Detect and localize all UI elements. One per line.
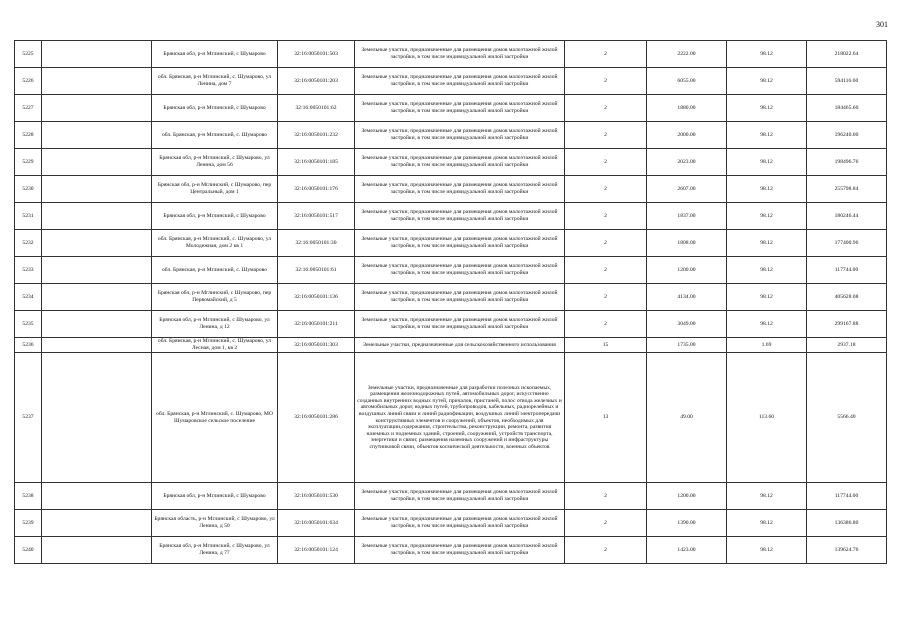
cadastral-number-cell: 32:16:0050101:61 <box>278 257 355 284</box>
rate-cell: 98.12 <box>727 257 807 284</box>
cadastral-number-cell: 32:16:0050101:185 <box>278 149 355 176</box>
address-cell: обл. Брянская, р-н Мглинский, с. Шумарово <box>152 257 278 284</box>
address-cell: Брянская обл, р-н Мглинский, с Шумарово, пер Центральный, дом 1 <box>152 176 278 203</box>
land-use-cell: Земельные участки, предназначенные для размещения домов малоэтажной жилой застройки, в том числе индивидуальной жилой застройки <box>355 257 565 284</box>
land-use-cell: Земельные участки, предназначенные для размещения домов малоэтажной жилой застройки, в том числе индивидуальной жилой застройки <box>355 284 565 311</box>
cadastral-value-cell: 177400.96 <box>807 230 887 257</box>
land-registry-table <box>14 40 887 564</box>
cadastral-number-cell: 32:16:0050101:303 <box>278 338 355 353</box>
table-row <box>15 284 887 311</box>
cadastral-number-cell: 32:16:0050101:136 <box>278 284 355 311</box>
rate-cell: 98.12 <box>727 311 807 338</box>
rate-cell: 98.12 <box>727 284 807 311</box>
rate-cell: 98.12 <box>727 176 807 203</box>
group-cell: 2 <box>565 149 647 176</box>
area-cell: 1880.00 <box>647 95 727 122</box>
area-cell: 6055.00 <box>647 68 727 95</box>
group-cell: 2 <box>565 68 647 95</box>
rate-cell: 98.12 <box>727 203 807 230</box>
land-use-cell: Земельные участки, предназначенные для размещения домов малоэтажной жилой застройки, в том числе индивидуальной жилой застройки <box>355 510 565 537</box>
land-use-cell: Земельные участки, предназначенные для размещения домов малоэтажной жилой застройки, в том числе индивидуальной жилой застройки <box>355 149 565 176</box>
table-row <box>15 41 887 68</box>
land-use-cell: Земельные участки, предназначенные для размещения домов малоэтажной жилой застройки, в том числе индивидуальной жилой застройки <box>355 41 565 68</box>
group-cell: 2 <box>565 510 647 537</box>
area-cell: 1837.00 <box>647 203 727 230</box>
address-cell: обл. Брянская, р-н Мглинский, с. Шумарово, ул Лесная, дом 1, кв 2 <box>152 338 278 353</box>
empty-cell <box>42 95 152 122</box>
address-cell: обл. Брянская, р-н Мглинский, с. Шумарово, МО Шумаровское сельское поселение <box>152 353 278 483</box>
rate-cell: 98.12 <box>727 122 807 149</box>
group-cell: 2 <box>565 122 647 149</box>
area-cell: 1735.00 <box>647 338 727 353</box>
land-use-cell: Земельные участки, предназначенные для размещения домов малоэтажной жилой застройки, в том числе индивидуальной жилой застройки <box>355 176 565 203</box>
table-row <box>15 68 887 95</box>
group-cell: 2 <box>565 311 647 338</box>
empty-cell <box>42 122 152 149</box>
group-cell: 2 <box>565 230 647 257</box>
address-cell: Брянская обл, р-н Мглинский, с Шумарово <box>152 203 278 230</box>
empty-cell <box>42 483 152 510</box>
address-cell: Брянская обл, р-н Мглинский, с Шумарово, ул Ленина, д 77 <box>152 537 278 564</box>
table-row <box>15 353 887 483</box>
area-cell: 49.00 <box>647 353 727 483</box>
empty-cell <box>42 510 152 537</box>
cadastral-number-cell: 32:16:0050101:203 <box>278 68 355 95</box>
cadastral-number-cell: 32:16:0050101:530 <box>278 483 355 510</box>
cadastral-value-cell: 594116.60 <box>807 68 887 95</box>
rate-cell: 1.69 <box>727 338 807 353</box>
land-use-cell: Земельные участки, предназначенные для размещения домов малоэтажной жилой застройки, в том числе индивидуальной жилой застройки <box>355 203 565 230</box>
empty-cell <box>42 149 152 176</box>
cadastral-number-cell: 32:16:0050101:517 <box>278 203 355 230</box>
table-body <box>15 41 887 564</box>
rate-cell: 98.12 <box>727 230 807 257</box>
table-row <box>15 537 887 564</box>
group-cell: 2 <box>565 176 647 203</box>
address-cell: Брянская обл, р-н Мглинский, с Шумарово, ул Ленина, д 12 <box>152 311 278 338</box>
table-row <box>15 311 887 338</box>
area-cell: 1200.00 <box>647 257 727 284</box>
cadastral-value-cell: 2937.18 <box>807 338 887 353</box>
address-cell: Брянская область, р-н Мглинский, с Шумарово, ул Ленина, д 50 <box>152 510 278 537</box>
address-cell: обл. Брянская, р-н Мглинский, с. Шумарово <box>152 122 278 149</box>
cadastral-value-cell: 196240.00 <box>807 122 887 149</box>
empty-cell <box>42 230 152 257</box>
land-use-cell: Земельные участки, предназначенные для размещения домов малоэтажной жилой застройки, в том числе индивидуальной жилой застройки <box>355 230 565 257</box>
cadastral-number-cell: 32:16:0050101:286 <box>278 353 355 483</box>
address-cell: обл. Брянская, р-н Мглинский, с. Шумарово, ул Ленина, дом 7 <box>152 68 278 95</box>
cadastral-value-cell: 184465.60 <box>807 95 887 122</box>
cadastral-value-cell: 117744.00 <box>807 483 887 510</box>
group-cell: 2 <box>565 284 647 311</box>
row-number: 5226 <box>15 68 42 95</box>
table-row <box>15 338 887 353</box>
table-row <box>15 203 887 230</box>
cadastral-value-cell: 198496.76 <box>807 149 887 176</box>
cadastral-number-cell: 32:16:0050101:30 <box>278 230 355 257</box>
row-number: 5228 <box>15 122 42 149</box>
row-number: 5232 <box>15 230 42 257</box>
area-cell: 1808.00 <box>647 230 727 257</box>
land-use-cell: Земельные участки, предназначенные для размещения домов малоэтажной жилой застройки, в том числе индивидуальной жилой застройки <box>355 95 565 122</box>
table-row <box>15 230 887 257</box>
area-cell: 2023.00 <box>647 149 727 176</box>
land-use-cell: Земельные участки, предназначенные для размещения домов малоэтажной жилой застройки, в том числе индивидуальной жилой застройки <box>355 122 565 149</box>
rate-cell: 98.12 <box>727 510 807 537</box>
address-cell: обл. Брянская, р-н Мглинский, с. Шумарово, ул Молодежная, дом 2 кв 1 <box>152 230 278 257</box>
empty-cell <box>42 353 152 483</box>
cadastral-value-cell: 117744.00 <box>807 257 887 284</box>
cadastral-number-cell: 32:16:0050101:634 <box>278 510 355 537</box>
cadastral-value-cell: 180246.44 <box>807 203 887 230</box>
row-number: 5235 <box>15 311 42 338</box>
cadastral-number-cell: 32:16:0050101:503 <box>278 41 355 68</box>
row-number: 5233 <box>15 257 42 284</box>
empty-cell <box>42 203 152 230</box>
empty-cell <box>42 284 152 311</box>
area-cell: 1200.00 <box>647 483 727 510</box>
cadastral-value-cell: 5566.40 <box>807 353 887 483</box>
cadastral-value-cell: 405628.08 <box>807 284 887 311</box>
rate-cell: 98.12 <box>727 149 807 176</box>
land-use-cell: Земельные участки, предназначенные для размещения домов малоэтажной жилой застройки, в том числе индивидуальной жилой застройки <box>355 483 565 510</box>
group-cell: 2 <box>565 483 647 510</box>
area-cell: 1390.00 <box>647 510 727 537</box>
empty-cell <box>42 537 152 564</box>
table-row <box>15 176 887 203</box>
land-use-cell: Земельные участки, предназначенные для сельскохозяйственного использования <box>355 338 565 353</box>
address-cell: Брянская обл, р-н Мглинский, с Шумарово, пер Первомайский, д 5 <box>152 284 278 311</box>
rate-cell: 113.60 <box>727 353 807 483</box>
table-row <box>15 122 887 149</box>
empty-cell <box>42 68 152 95</box>
rate-cell: 98.12 <box>727 41 807 68</box>
rate-cell: 98.12 <box>727 95 807 122</box>
row-number: 5230 <box>15 176 42 203</box>
table-row <box>15 257 887 284</box>
area-cell: 2607.00 <box>647 176 727 203</box>
table-row <box>15 149 887 176</box>
table-row <box>15 95 887 122</box>
row-number: 5227 <box>15 95 42 122</box>
address-cell: Брянская обл, р-н Мглинский, с Шумарово <box>152 483 278 510</box>
address-cell: Брянская обл, р-н Мглинский, с Шумарово, ул Ленина, дом 56 <box>152 149 278 176</box>
group-cell: 2 <box>565 257 647 284</box>
empty-cell <box>42 338 152 353</box>
empty-cell <box>42 176 152 203</box>
rate-cell: 98.12 <box>727 537 807 564</box>
row-number: 5240 <box>15 537 42 564</box>
empty-cell <box>42 311 152 338</box>
area-cell: 3049.00 <box>647 311 727 338</box>
cadastral-value-cell: 218022.64 <box>807 41 887 68</box>
rate-cell: 98.12 <box>727 68 807 95</box>
empty-cell <box>42 257 152 284</box>
land-use-cell: Земельные участки, предназначенные для размещения домов малоэтажной жилой застройки, в том числе индивидуальной жилой застройки <box>355 537 565 564</box>
group-cell: 13 <box>565 353 647 483</box>
group-cell: 15 <box>565 338 647 353</box>
row-number: 5237 <box>15 353 42 483</box>
cadastral-value-cell: 139624.76 <box>807 537 887 564</box>
land-use-cell: Земельные участки, предназначенные для разработки полезных ископаемых, размещения железнодорожных путей, автомобильных дорог, искусственно созданных внутренних водных путей, причалов, пристаней, полос отвода железных и автомобильных дорог, водных путей, трубопроводов, кабельных, радиорелейных и воздушных линий связи и линий радиофикации, воздушных линий электропередачи конструктивных элементов и сооружений, объектов, необходимых для эксплуатации,содержания, строительства, реконструкции, ремонта, развития наземных и подземных зданий, строений, сооружений, устройств транспорта, энергетики и связи; размещения наземных сооружений и инфраструктуры спутниковой связи, объектов космической деятельности, военных объектов <box>355 353 565 483</box>
group-cell: 2 <box>565 41 647 68</box>
address-cell: Брянская обл, р-н Мглинский, с Шумарово <box>152 95 278 122</box>
row-number: 5225 <box>15 41 42 68</box>
area-cell: 2000.00 <box>647 122 727 149</box>
cadastral-number-cell: 32:16:0050101:62 <box>278 95 355 122</box>
empty-cell <box>42 41 152 68</box>
row-number: 5239 <box>15 510 42 537</box>
group-cell: 2 <box>565 537 647 564</box>
row-number: 5229 <box>15 149 42 176</box>
cadastral-value-cell: 136386.80 <box>807 510 887 537</box>
table-row <box>15 483 887 510</box>
row-number: 5238 <box>15 483 42 510</box>
land-use-cell: Земельные участки, предназначенные для размещения домов малоэтажной жилой застройки, в том числе индивидуальной жилой застройки <box>355 311 565 338</box>
row-number: 5231 <box>15 203 42 230</box>
group-cell: 2 <box>565 203 647 230</box>
cadastral-number-cell: 32:16:0050101:176 <box>278 176 355 203</box>
table-row <box>15 510 887 537</box>
address-cell: Брянская обл, р-н Мглинский, с Шумарово <box>152 41 278 68</box>
land-use-cell: Земельные участки, предназначенные для размещения домов малоэтажной жилой застройки, в том числе индивидуальной жилой застройки <box>355 68 565 95</box>
group-cell: 2 <box>565 95 647 122</box>
cadastral-number-cell: 32:16:0050101:232 <box>278 122 355 149</box>
cadastral-number-cell: 32:16:0050101:211 <box>278 311 355 338</box>
area-cell: 2222.00 <box>647 41 727 68</box>
cadastral-value-cell: 299167.88 <box>807 311 887 338</box>
cadastral-value-cell: 255798.84 <box>807 176 887 203</box>
area-cell: 4134.00 <box>647 284 727 311</box>
page-number: 301 <box>876 20 888 29</box>
rate-cell: 98.12 <box>727 483 807 510</box>
cadastral-number-cell: 32:16:0050101:124 <box>278 537 355 564</box>
area-cell: 1423.00 <box>647 537 727 564</box>
row-number: 5234 <box>15 284 42 311</box>
row-number: 5236 <box>15 338 42 353</box>
